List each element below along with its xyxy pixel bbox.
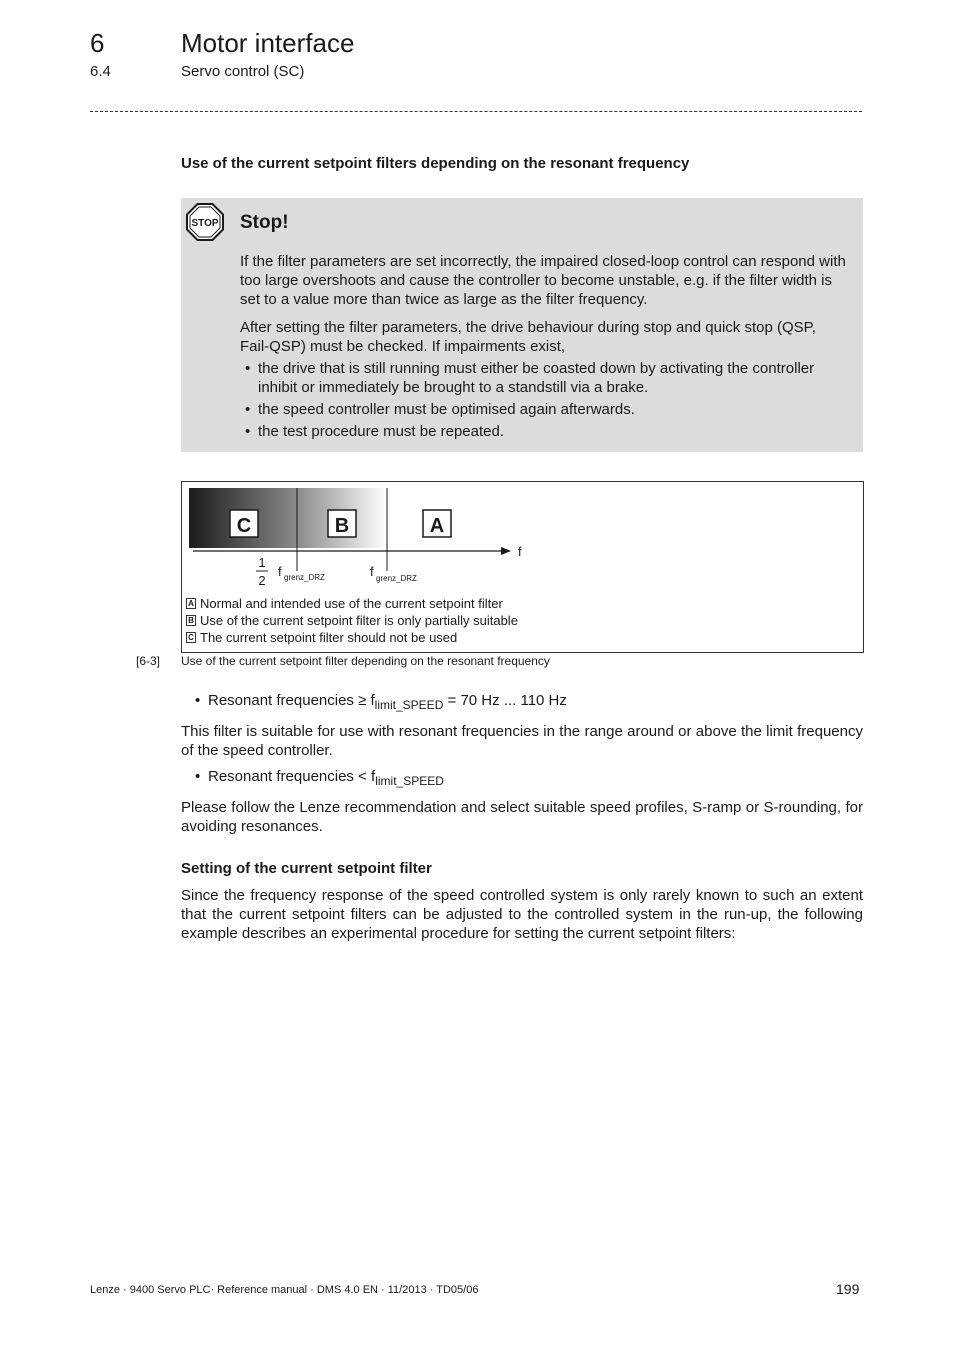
section-heading: Use of the current setpoint filters depending on the resonant frequency xyxy=(181,155,690,172)
legend-row xyxy=(186,629,518,646)
stop-icon-text: STOP xyxy=(191,218,219,229)
bullet-resonant-high xyxy=(195,692,567,712)
section-title: Servo control (SC) xyxy=(181,63,305,80)
stop-label: Stop! xyxy=(240,212,289,233)
zone-a-letter: A xyxy=(429,515,445,537)
chapter-title: Motor interface xyxy=(181,28,355,58)
half-limit-f: f xyxy=(278,564,282,579)
header-divider xyxy=(90,111,862,112)
stop-sign-icon xyxy=(186,203,224,241)
bullet-text: Resonant frequencies ≥ f xyxy=(208,692,375,709)
section-number: 6.4 xyxy=(90,63,111,80)
zone-b-letter: B xyxy=(334,515,350,537)
body-paragraph-1: This filter is suitable for use with resonant frequencies in the range around or above the limit frequency of the speed controller. xyxy=(181,723,863,759)
limit-subscript: grenz_DRZ xyxy=(376,574,417,583)
chapter-number: 6 xyxy=(90,28,105,58)
zone-c-letter: C xyxy=(236,515,252,537)
bullet-subscript: limit_SPEED xyxy=(374,698,444,712)
legend-row xyxy=(186,612,518,629)
limit-f: f xyxy=(370,564,374,579)
bullet-resonant-low xyxy=(195,768,444,788)
fraction-numerator: 1 xyxy=(258,555,266,570)
axis-label: f xyxy=(518,544,522,559)
bullet-text: Resonant frequencies < f xyxy=(208,768,376,785)
legend-row xyxy=(186,595,518,612)
subsection-heading: Setting of the current setpoint filter xyxy=(181,860,432,877)
stop-paragraph-1: If the filter parameters are set incorrectly, the impaired closed-loop control can respond with too large overshoots and cause the controller to become unstable, e.g. if the filter width is set to a value more than twice as large as the filter frequency. xyxy=(240,253,846,308)
fraction-denominator: 2 xyxy=(258,573,266,588)
bullet-dot: • xyxy=(195,692,201,709)
footer-document-info: Lenze · 9400 Servo PLC· Reference manual · DMS 4.0 EN · 11/2013 · TD05/06 xyxy=(90,1284,479,1296)
figure-legend xyxy=(186,595,518,646)
axis-arrow xyxy=(501,547,511,555)
body-paragraph-2: Please follow the Lenze recommendation and select suitable speed profiles, S-ramp or S-rounding, for avoiding resonances. xyxy=(181,799,863,835)
legend-key: A xyxy=(186,598,196,609)
legend-text: Normal and intended use of the current setpoint filter xyxy=(200,596,503,611)
figure-number: [6-3] xyxy=(136,654,161,668)
legend-key: B xyxy=(186,615,196,626)
stop-bullet: • the drive that is still running must either be coasted down by activating the controller inhibit or immediately be brought to a standstill via a brake. xyxy=(240,359,848,397)
stop-text xyxy=(240,252,848,444)
legend-text: Use of the current setpoint filter is only partially suitable xyxy=(200,613,518,628)
bullet-suffix: = 70 Hz ... 110 Hz xyxy=(443,692,567,709)
body-paragraph-3: Since the frequency response of the speed controlled system is only rarely known to such an extent that the current setpoint filters can be adjusted to the controlled system in the run-up, the following example describes an experimental procedure for setting the current setpoint filters: xyxy=(181,887,863,942)
legend-text: The current setpoint filter should not be used xyxy=(200,630,458,645)
half-limit-subscript: grenz_DRZ xyxy=(284,573,325,582)
stop-paragraph-2: After setting the filter parameters, the drive behaviour during stop and quick stop (QSP, Fail-QSP) must be checked. If impairments exist, xyxy=(240,319,816,355)
stop-bullet: • the speed controller must be optimised again afterwards. xyxy=(240,400,848,419)
page-number: 199 xyxy=(836,1281,860,1297)
figure-caption: Use of the current setpoint filter depending on the resonant frequency xyxy=(181,654,550,668)
resonance-diagram xyxy=(181,481,863,593)
bullet-dot: • xyxy=(195,768,201,785)
legend-key: C xyxy=(186,632,196,643)
stop-bullet-list xyxy=(240,359,848,441)
stop-bullet: • the test procedure must be repeated. xyxy=(240,422,848,441)
bullet-subscript: limit_SPEED xyxy=(375,774,444,788)
